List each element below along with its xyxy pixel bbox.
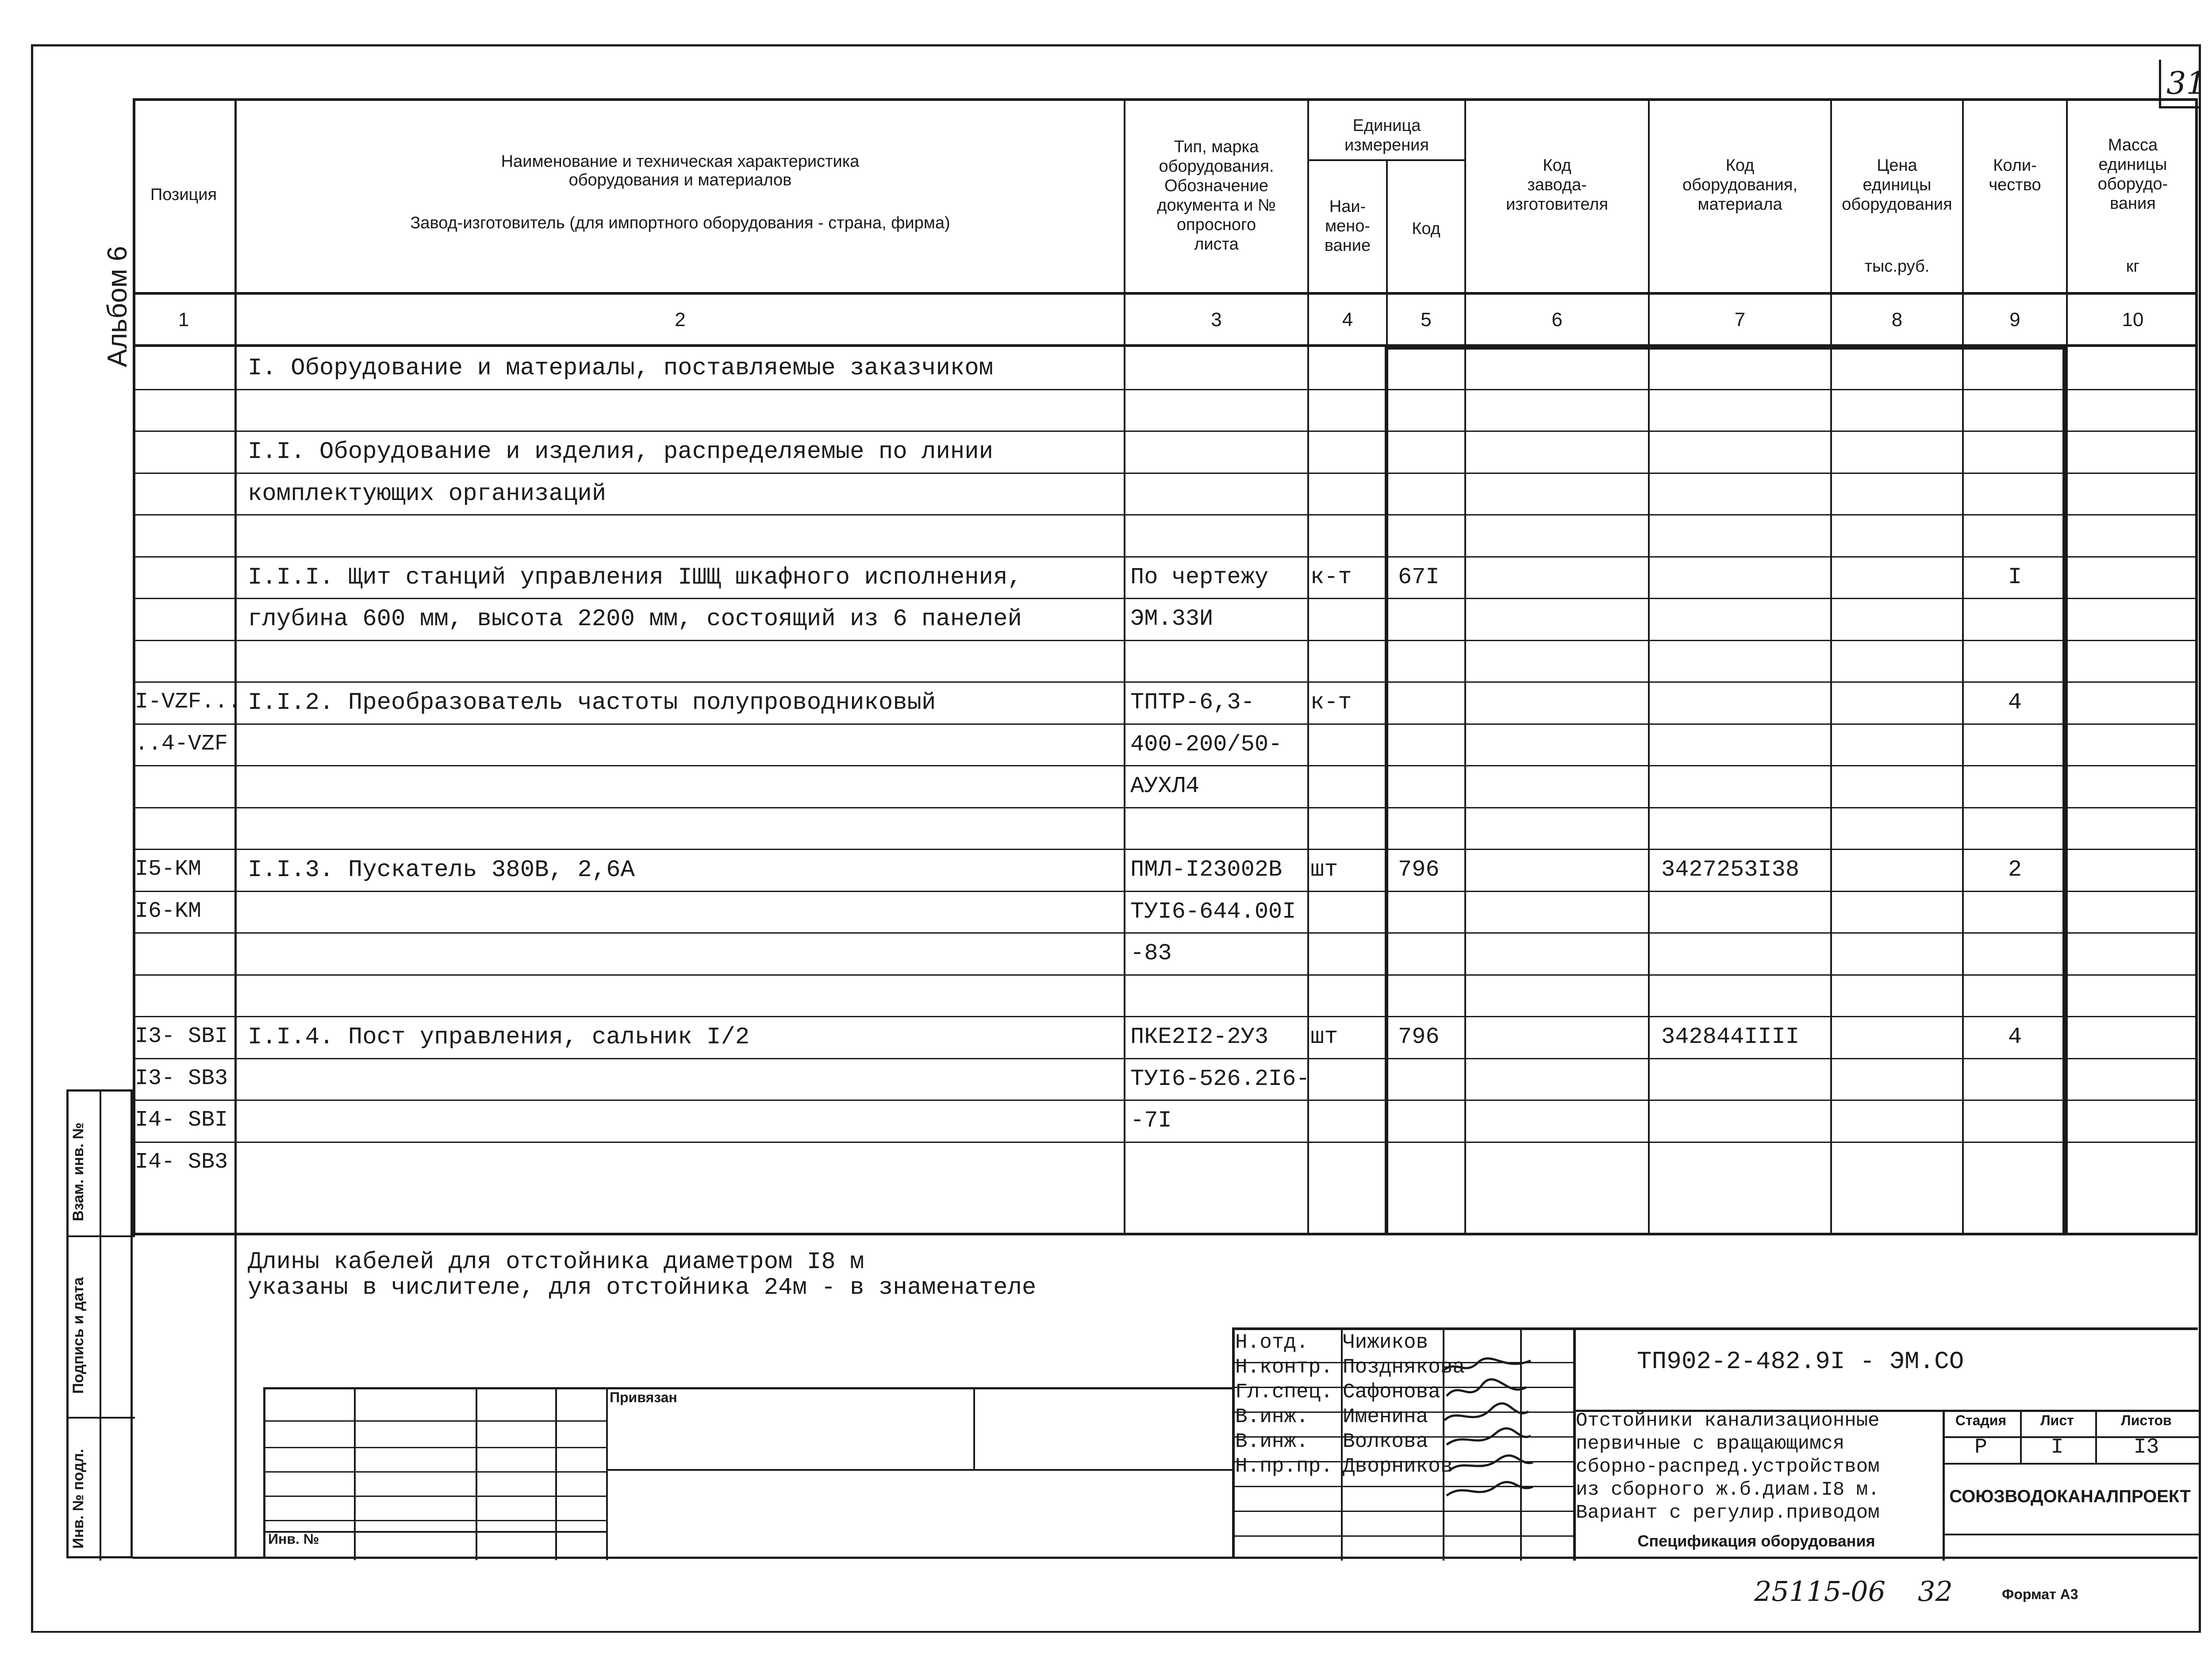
title-description-line: из сборного ж.б.диам.I8 м.	[1576, 1479, 1880, 1501]
outer-frame-top	[31, 44, 2201, 46]
header-col10-unit: кг	[2126, 257, 2140, 276]
cell-pos: I-VZF...	[135, 689, 242, 715]
title-designation: ТП902-2-482.9I - ЭМ.СО	[1637, 1347, 1964, 1376]
cell-name: I. Оборудование и материалы, поставляемые заказчиком	[248, 355, 994, 382]
title-description-line: сборно-распред.устройством	[1576, 1456, 1880, 1478]
title-role: Н.отд.	[1235, 1331, 1309, 1354]
outer-frame-left	[31, 44, 33, 1633]
cell-type: АУХЛ4	[1130, 773, 1200, 799]
col-number-2: 2	[675, 309, 686, 331]
cell-name: глубина 600 мм, высота 2200 мм, состоящий из 6 панелей	[248, 606, 1022, 633]
stage-label: Стадия	[1955, 1412, 2007, 1428]
row-line	[133, 1058, 2198, 1059]
row-line	[133, 807, 2198, 808]
privyazan-label: Привязан	[610, 1389, 677, 1405]
sheet-title: Спецификация оборудования	[1637, 1532, 1875, 1550]
format-label: Формат А3	[2002, 1586, 2078, 1602]
sheet-label: Лист	[2040, 1412, 2074, 1428]
title-role: Н.пр.пр.	[1235, 1455, 1333, 1478]
sheet-value: I	[2051, 1435, 2064, 1459]
cell-name: I.I.4. Пост управления, сальник I/2	[248, 1024, 750, 1051]
col-number-4: 4	[1342, 309, 1353, 331]
col-number-7: 7	[1734, 309, 1746, 331]
row-line	[133, 1100, 2198, 1101]
header-col2-line3: Завод-изготовитель (для импортного оборудования - страна, фирма)	[410, 214, 950, 232]
side-stamp-podpis: Подпись и дата	[70, 1277, 87, 1394]
cell-code: 67I	[1398, 564, 1440, 590]
title-person-name: Сафонова	[1343, 1381, 1440, 1404]
cell-type: 400-200/50-	[1130, 731, 1283, 758]
title-role: Н.контр.	[1235, 1356, 1333, 1379]
title-role: Гл.спец.	[1235, 1381, 1333, 1404]
bold-frame	[1385, 347, 2066, 1235]
outer-frame-bottom	[31, 1631, 2201, 1633]
title-person-name: Позднякова	[1343, 1356, 1465, 1379]
header-col7: Код оборудования, материала	[1682, 156, 1798, 214]
cell-type: ТУI6-644.00I	[1130, 898, 1296, 925]
row-line	[133, 765, 2198, 766]
title-role: В.инж.	[1235, 1405, 1309, 1428]
signatures	[1438, 1354, 1540, 1540]
header-col3: Тип, марка оборудования. Обозначение документа и № опросного листа	[1157, 138, 1276, 254]
col-number-1: 1	[178, 309, 189, 331]
album-label: Альбом 6	[102, 246, 133, 367]
cell-qty: I	[2008, 564, 2022, 590]
row-line	[133, 556, 2198, 558]
cell-type: -7I	[1130, 1108, 1172, 1134]
col-number-9: 9	[2009, 309, 2020, 331]
header-col10: Масса единицы оборудо- вания	[2097, 136, 2168, 213]
cell-pos: I4- SBI	[135, 1108, 228, 1133]
header-col6: Код завода- изготовителя	[1505, 156, 1609, 214]
row-line	[133, 473, 2198, 474]
sheets-label: Листов	[2121, 1412, 2172, 1428]
cell-pos: I6-KM	[135, 898, 202, 924]
cell-unit: к-т	[1310, 564, 1352, 590]
row-line	[133, 640, 2198, 641]
col-number-6: 6	[1551, 309, 1563, 331]
title-role: В.инж.	[1235, 1430, 1309, 1453]
cell-mat: 342844IIII	[1661, 1024, 1800, 1050]
col-number-3: 3	[1211, 309, 1222, 331]
col-line	[1124, 98, 1125, 1235]
title-person-name: Чижиков	[1343, 1331, 1429, 1354]
cell-qty: 2	[2008, 857, 2022, 883]
side-stamp-inv: Инв. № подл.	[70, 1449, 87, 1549]
stage-value: Р	[1974, 1435, 1987, 1459]
cell-type: ТПТР-6,3-	[1130, 689, 1255, 715]
header-col2-line2: оборудования и материалов	[568, 171, 792, 189]
cell-type: По чертежу	[1130, 564, 1269, 590]
cell-unit: шт	[1310, 1024, 1338, 1050]
row-line	[133, 1142, 2198, 1143]
title-person-name: Именина	[1343, 1405, 1429, 1428]
note-line-2: указаны в числителе, для отстойника 24м - в знаменателе	[248, 1274, 1037, 1301]
col-number-5: 5	[1421, 309, 1432, 331]
header-col8: Цена единицы оборудования	[1842, 156, 1952, 214]
header-col9: Коли- чество	[1989, 156, 2041, 194]
cell-qty: 4	[2008, 1024, 2022, 1050]
footer-sheet: 32	[1918, 1575, 1953, 1608]
title-description-line: Вариант с регулир.приводом	[1576, 1502, 1880, 1524]
org-name: СОЮЗВОДОКАНАЛПРОЕКТ	[1949, 1487, 2191, 1506]
cell-name: I.I.3. Пускатель 380В, 2,6А	[248, 857, 635, 884]
cell-mat: 3427253I38	[1661, 857, 1800, 883]
header-bottom-line	[133, 292, 2198, 295]
row-line	[133, 891, 2198, 892]
header-col4: Наи- мено- вание	[1324, 197, 1371, 255]
row-line	[133, 681, 2198, 683]
col-number-10: 10	[2122, 309, 2144, 331]
cell-pos: I4- SB3	[135, 1149, 228, 1175]
note-line-1: Длины кабелей для отстойника диаметром I8 м	[248, 1249, 864, 1276]
header-unit-line	[1307, 159, 1464, 161]
cell-pos: ..4-VZF	[135, 731, 228, 757]
footer-number: 25115-06	[1754, 1575, 1886, 1608]
cell-name: I.I.2. Преобразователь частоты полупроводниковый	[248, 689, 936, 716]
cell-pos: I5-KM	[135, 857, 202, 882]
privyazan-block	[263, 1387, 1232, 1558]
row-line	[133, 598, 2198, 599]
cell-pos: I3- SB3	[135, 1065, 228, 1091]
title-description-line: первичные с вращающимся	[1576, 1433, 1845, 1455]
cell-code: 796	[1398, 1024, 1440, 1050]
outer-frame-right	[2199, 44, 2201, 1633]
cell-type: ПКЕ2I2-2У3	[1130, 1024, 1269, 1050]
col-line	[1307, 98, 1309, 1235]
cell-name: I.I.I. Щит станций управления IШЩ шкафного исполнения,	[248, 564, 1022, 591]
row-line	[133, 514, 2198, 515]
row-line	[133, 723, 2198, 725]
header-col2-line1: Наименование и техническая характеристика	[501, 152, 860, 171]
title-person-name: Волкова	[1343, 1430, 1429, 1453]
cell-code: 796	[1398, 857, 1440, 883]
cell-qty: 4	[2008, 689, 2022, 715]
cell-type: ЭМ.33И	[1130, 606, 1214, 632]
row-line	[133, 932, 2198, 934]
privyazan-inv-label: Инв. №	[268, 1531, 319, 1547]
row-line	[133, 1016, 2198, 1017]
side-stamp-vzam: Взам. инв. №	[70, 1122, 87, 1221]
header-col1: Позиция	[150, 185, 217, 204]
page-number: 31	[2166, 65, 2206, 101]
cell-name: комплектующих организаций	[248, 480, 607, 508]
title-description-line: Отстойники канализационные	[1576, 1410, 1880, 1432]
cell-pos: I3- SBI	[135, 1024, 228, 1049]
cell-type: -83	[1130, 940, 1172, 966]
title-person-name: Дворников	[1343, 1455, 1453, 1478]
header-col8-unit: тыс.руб.	[1864, 257, 1930, 276]
cell-unit: шт	[1310, 857, 1338, 883]
cell-type: ТУI6-526.2I6-	[1130, 1065, 1310, 1092]
row-line	[133, 974, 2198, 976]
row-line	[133, 389, 2198, 390]
row-line	[133, 849, 2198, 850]
row-line	[133, 431, 2198, 432]
col-number-8: 8	[1891, 309, 1903, 331]
cell-type: ПМЛ-I23002В	[1130, 857, 1283, 883]
cell-unit: к-т	[1310, 689, 1352, 715]
header-unit-group: Единица измерения	[1344, 116, 1429, 154]
cell-name: I.I. Оборудование и изделия, распределяемые по линии	[248, 438, 994, 465]
sheets-value: I3	[2133, 1435, 2159, 1459]
header-col5: Код	[1412, 219, 1440, 238]
